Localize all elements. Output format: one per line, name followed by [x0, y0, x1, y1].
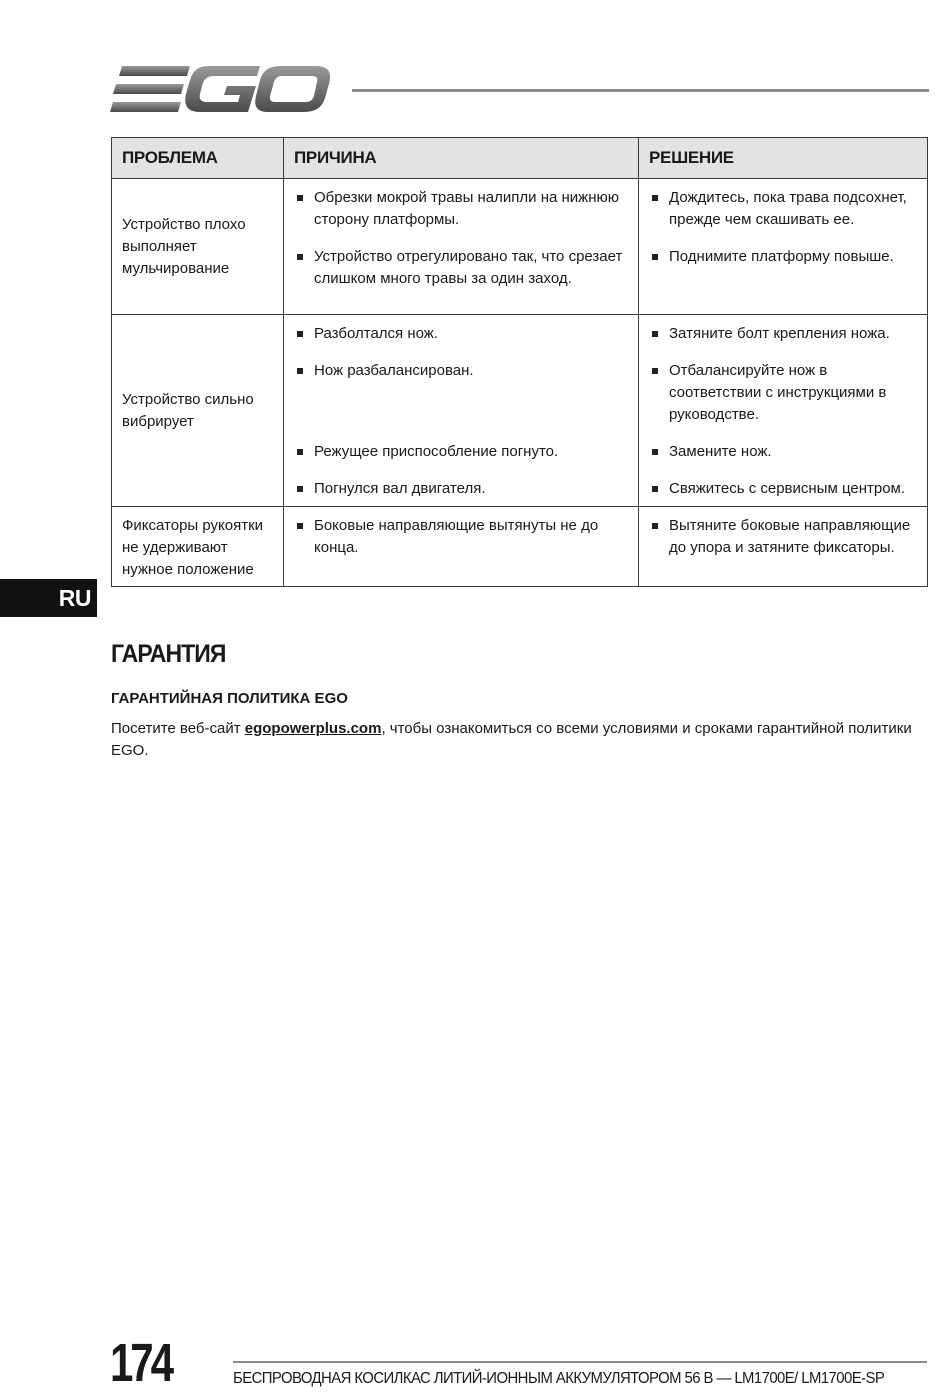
table-row [112, 179, 928, 315]
bullet-icon [652, 523, 658, 529]
header-solution: РЕШЕНИЕ [639, 138, 928, 179]
solution-item: Замените нож. [649, 441, 917, 478]
bullet-icon [297, 486, 303, 492]
warranty-text-before: Посетите веб-сайт [111, 720, 245, 737]
table-row [112, 315, 928, 507]
header-rule [352, 89, 929, 92]
cause-item: Разболтался нож. [294, 323, 628, 360]
problem-cell [112, 315, 284, 507]
section-title: ГАРАНТИЯ [111, 640, 226, 668]
solution-cell [639, 315, 928, 507]
solution-item: Дождитесь, пока трава подсохнет, прежде чем скашивать ее. [649, 187, 917, 246]
solution-item: Затяните болт крепления ножа. [649, 323, 917, 360]
bullet-icon [652, 486, 658, 492]
cause-item: Погнулся вал двигателя. [294, 478, 628, 500]
warranty-link[interactable]: egopowerplus.com [244, 720, 382, 737]
header-cause: ПРИЧИНА [284, 138, 639, 179]
problem-text: Фиксаторы рукоятки не удерживают нужное положение [122, 517, 264, 578]
cause-cell [284, 507, 639, 587]
bullet-icon [652, 449, 658, 455]
table-header-row [112, 138, 928, 179]
solution-item: Вытяните боковые направляющие до упора и затяните фиксаторы. [649, 515, 917, 559]
header-problem: ПРОБЛЕМА [112, 138, 284, 179]
language-tab: RU [0, 579, 97, 617]
cause-cell [284, 179, 639, 315]
troubleshooting-table [111, 137, 928, 587]
bullet-icon [652, 331, 658, 337]
bullet-icon [297, 449, 303, 455]
problem-text: Устройство сильно вибрирует [122, 390, 254, 430]
cause-item: Боковые направляющие вытянуты не до конца. [294, 515, 628, 559]
problem-text: Устройство плохо выполняет мульчирование [122, 215, 246, 277]
cause-item: Нож разбалансирован. [294, 360, 628, 441]
bullet-icon [297, 368, 303, 374]
cause-item: Режущее приспособление погнуто. [294, 441, 628, 478]
problem-cell [112, 507, 284, 587]
solution-item: Поднимите платформу повыше. [649, 246, 917, 268]
page-number: 174 [110, 1333, 171, 1393]
footer-text: БЕСПРОВОДНАЯ КОСИЛКАС ЛИТИЙ-ИОННЫМ АККУМУЛЯТОРОМ 56 В — LM1700E/ LM1700E-SP [233, 1370, 885, 1387]
bullet-icon [297, 523, 303, 529]
problem-cell [112, 179, 284, 315]
bullet-icon [652, 254, 658, 260]
cause-item: Обрезки мокрой травы налипли на нижнюю сторону платформы. [294, 187, 628, 246]
warranty-paragraph [111, 718, 927, 762]
bullet-icon [652, 195, 658, 201]
solution-item: Отбалансируйте нож в соответствии с инструкциями в руководстве. [649, 360, 917, 441]
solution-cell [639, 179, 928, 315]
subsection-title: ГАРАНТИЙНАЯ ПОЛИТИКА EGO [111, 690, 348, 707]
cause-cell [284, 315, 639, 507]
bullet-icon [297, 254, 303, 260]
solution-item: Свяжитесь с сервисным центром. [649, 478, 917, 500]
table-row [112, 507, 928, 587]
cause-item: Устройство отрегулировано так, что срезает слишком много травы за один заход. [294, 246, 628, 290]
bullet-icon [297, 331, 303, 337]
ego-logo [110, 62, 332, 116]
bullet-icon [652, 368, 658, 374]
bullet-icon [297, 195, 303, 201]
warranty-text-after: , чтобы ознакомиться со всеми условиями и сроками гарантийной политики EGO. [111, 720, 912, 759]
footer-rule [233, 1361, 927, 1363]
solution-cell [639, 507, 928, 587]
